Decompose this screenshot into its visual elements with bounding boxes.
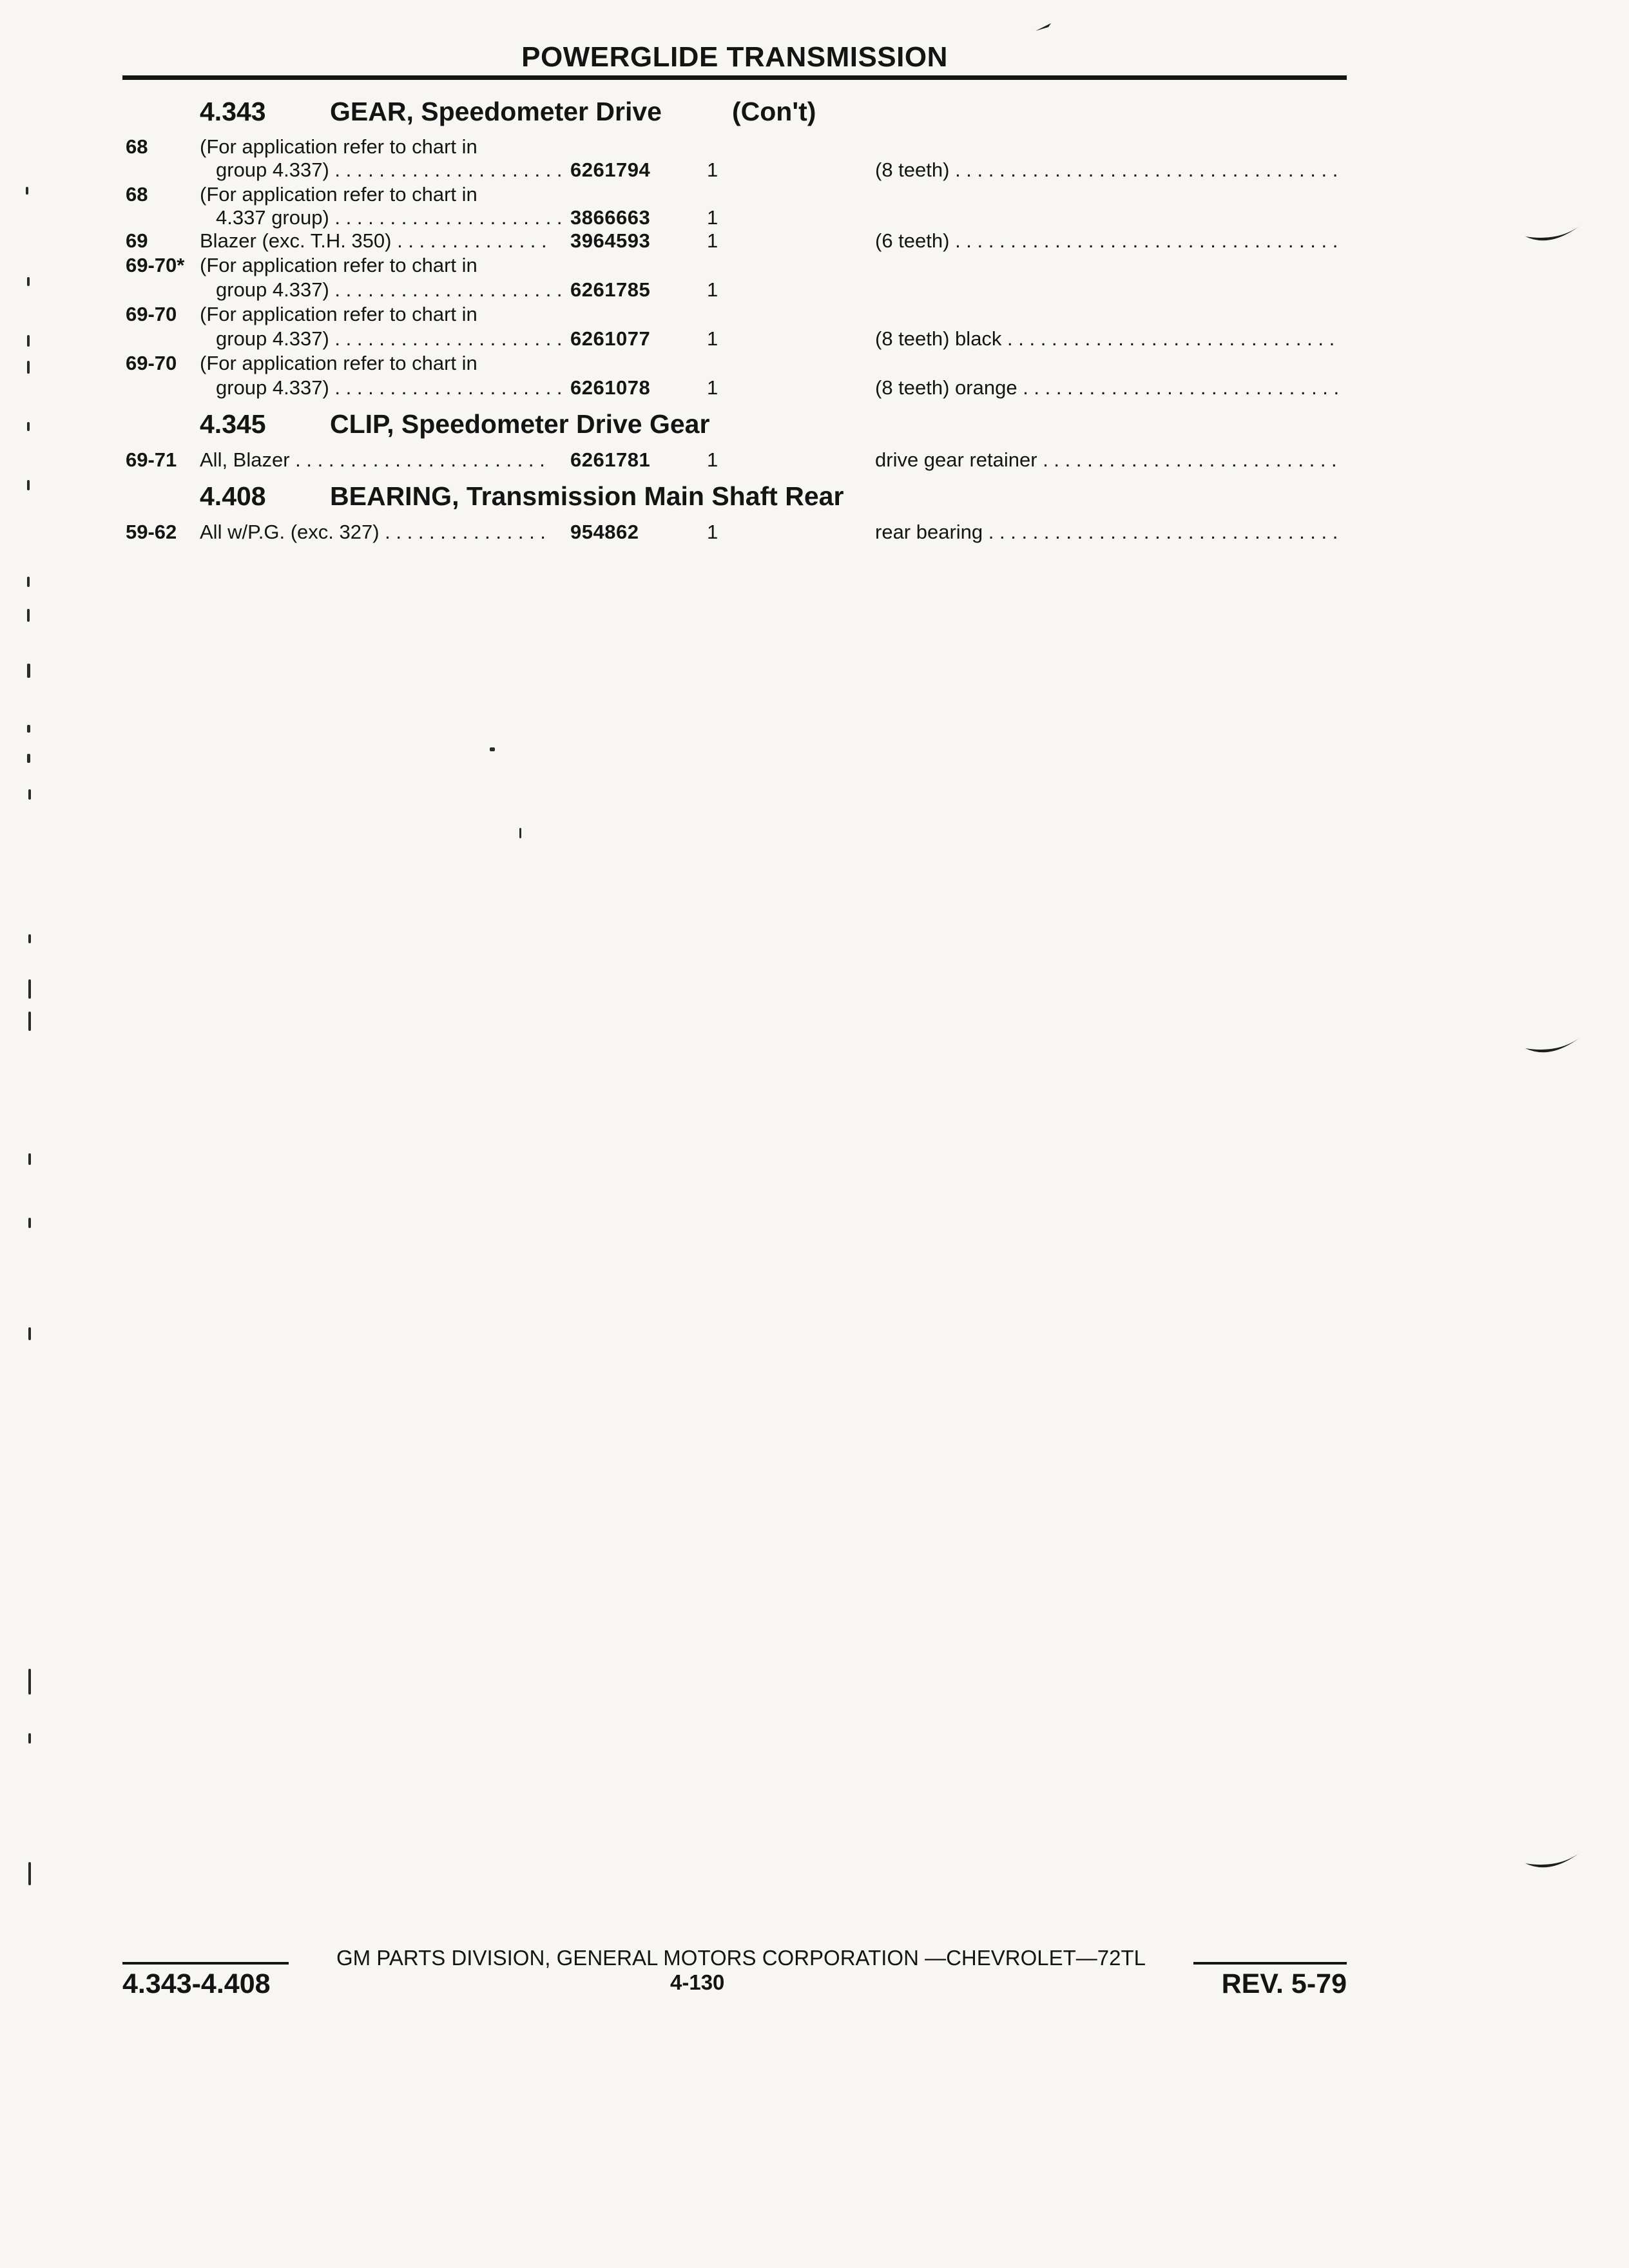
description: drive gear retainer . . .: [875, 448, 1340, 472]
application-text: 4.337 group) . . .: [216, 206, 564, 229]
footer-group-range: 4.343-4.408: [122, 1968, 271, 1999]
quantity: 1: [707, 206, 718, 229]
scan-speck: [28, 1012, 31, 1031]
application-text: group 4.337) . . .: [216, 159, 564, 182]
title-rule: [122, 75, 1347, 80]
description: (8 teeth) orange . . .: [875, 376, 1340, 399]
section-note: (Con't): [732, 97, 816, 126]
year-range: 69-71: [126, 448, 177, 471]
binder-hole-mark: [1524, 222, 1582, 248]
scan-speck: [26, 187, 28, 195]
scan-speck: [27, 577, 30, 587]
scan-speck: [28, 979, 31, 999]
scan-speck: [28, 934, 31, 943]
quantity: 1: [707, 229, 718, 252]
scan-speck: [490, 747, 495, 751]
scan-speck: [27, 422, 30, 431]
quantity: 1: [707, 278, 718, 301]
scan-speck: [28, 1327, 31, 1340]
year-range: 69-70: [126, 303, 177, 325]
application-text: group 4.337) . . .: [216, 278, 564, 302]
year-range: 68: [126, 183, 148, 206]
part-number: 6261781: [570, 448, 651, 471]
scan-speck: [27, 335, 30, 347]
scan-speck: [27, 664, 30, 678]
scan-speck: [27, 361, 30, 374]
footer-page-number: 4-130: [670, 1970, 725, 1994]
section-number: 4.345: [200, 409, 266, 439]
application-text: group 4.337) . . .: [216, 327, 564, 351]
quantity: 1: [707, 376, 718, 399]
footer-revision: REV. 5-79: [1221, 1968, 1347, 1999]
scan-speck: [27, 480, 30, 490]
part-number: 3866663: [570, 206, 651, 229]
page-title: POWERGLIDE TRANSMISSION: [521, 41, 948, 73]
application-text: All, Blazer . . .: [200, 448, 548, 472]
year-range: 69-70: [126, 352, 177, 374]
quantity: 1: [707, 448, 718, 471]
scan-speck: [27, 754, 30, 763]
part-number: 3964593: [570, 229, 651, 252]
year-range: 69: [126, 229, 148, 252]
description: (8 teeth) . . .: [875, 159, 1340, 182]
part-number: 6261794: [570, 159, 651, 181]
scan-speck: [28, 789, 31, 800]
year-range: 69-70*: [126, 254, 185, 276]
binder-hole-mark: [1524, 1849, 1582, 1875]
application-text: (For application refer to chart in: [200, 135, 477, 158]
scan-speck: [27, 609, 30, 622]
section-name: GEAR, Speedometer Drive: [330, 97, 662, 126]
scan-speck: [519, 828, 521, 838]
description: (6 teeth) . . .: [875, 229, 1340, 253]
application-text: All w/P.G. (exc. 327) . . .: [200, 521, 548, 544]
footer-rule-right: [1193, 1962, 1347, 1965]
description: (8 teeth) black . . .: [875, 327, 1340, 351]
part-number: 6261077: [570, 327, 651, 350]
quantity: 1: [707, 159, 718, 181]
binder-hole-mark: [1524, 1034, 1582, 1060]
application-text: (For application refer to chart in: [200, 352, 477, 374]
section-name: BEARING, Transmission Main Shaft Rear: [330, 481, 844, 511]
year-range: 59-62: [126, 521, 177, 543]
application-text: (For application refer to chart in: [200, 303, 477, 325]
scan-speck: [28, 1862, 31, 1885]
scan-speck: [1034, 21, 1054, 34]
scan-speck: [28, 1218, 31, 1228]
footer-corporation: GM PARTS DIVISION, GENERAL MOTORS CORPORATION —CHEVROLET—72TL: [336, 1946, 1146, 1970]
section-name: CLIP, Speedometer Drive Gear: [330, 409, 710, 439]
footer-rule-left: [122, 1962, 289, 1965]
part-number: 6261785: [570, 278, 651, 301]
quantity: 1: [707, 521, 718, 543]
application-text: (For application refer to chart in: [200, 254, 477, 276]
year-range: 68: [126, 135, 148, 158]
scan-speck: [28, 1669, 31, 1695]
section-number: 4.408: [200, 481, 266, 511]
part-number: 6261078: [570, 376, 651, 399]
scan-speck: [28, 1733, 31, 1744]
application-text: group 4.337) . . .: [216, 376, 564, 399]
scan-speck: [27, 277, 30, 286]
scan-speck: [27, 725, 30, 733]
description: rear bearing . . .: [875, 521, 1340, 544]
part-number: 954862: [570, 521, 639, 543]
scan-speck: [28, 1153, 31, 1165]
application-text: (For application refer to chart in: [200, 183, 477, 206]
application-text: Blazer (exc. T.H. 350) . . .: [200, 229, 548, 253]
quantity: 1: [707, 327, 718, 350]
section-number: 4.343: [200, 97, 266, 126]
